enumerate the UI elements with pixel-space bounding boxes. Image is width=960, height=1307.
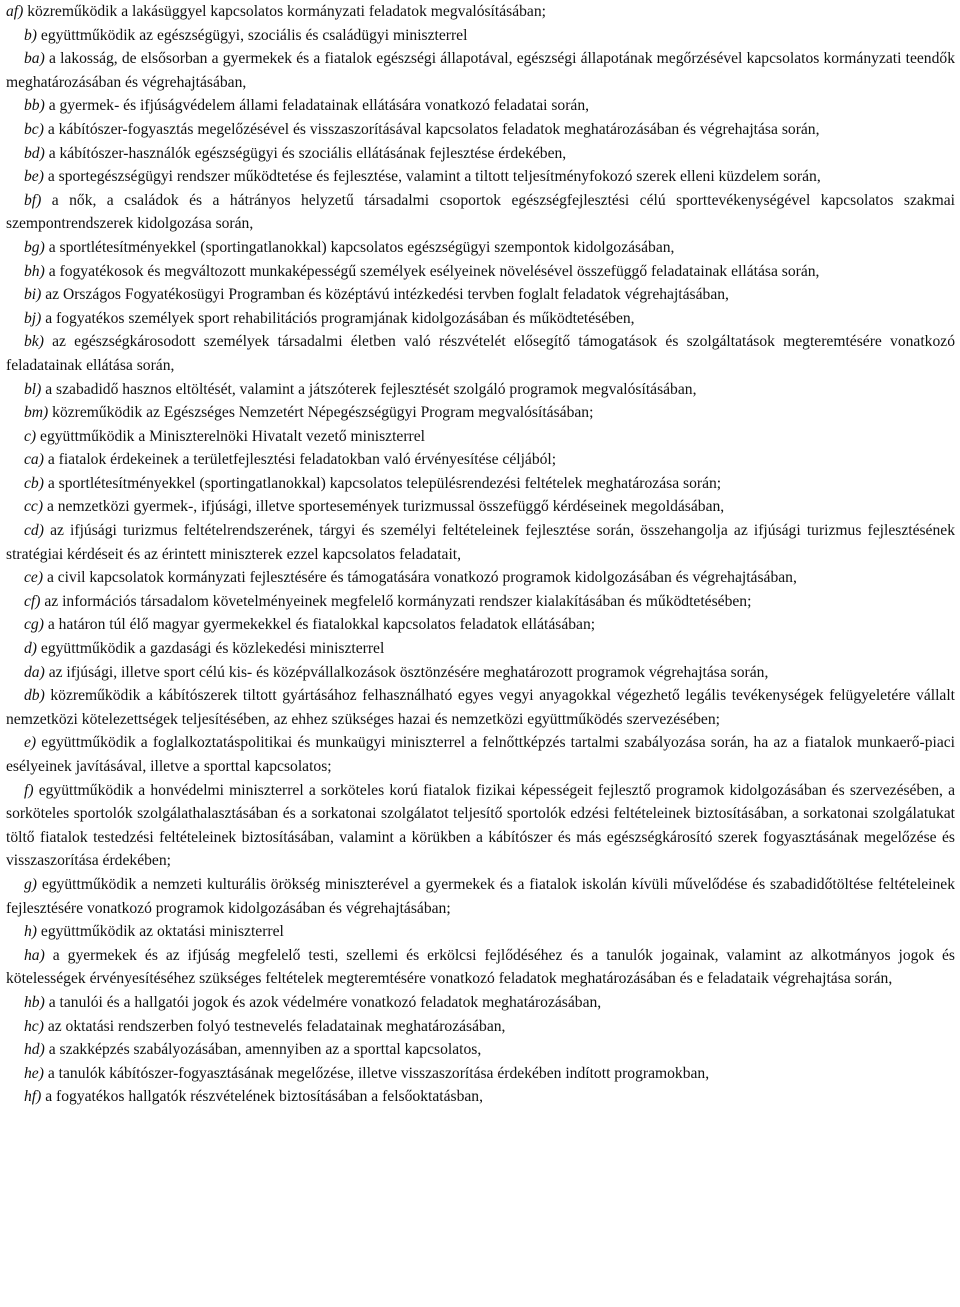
- item-text: a szabadidő hasznos eltöltését, valamint a játszóterek fejlesztését szolgáló programok megvalósításában,: [41, 380, 697, 398]
- item-marker: be): [24, 168, 44, 186]
- paragraph-bc: [6, 118, 955, 142]
- item-marker: ha): [24, 946, 45, 964]
- item-text: közreműködik az Egészséges Nemzetért Népegészségügyi Program megvalósításában;: [48, 404, 594, 422]
- paragraph-c: [6, 425, 955, 449]
- item-marker: ba): [24, 50, 45, 68]
- item-text: a nők, a családok és a hátrányos helyzetű társadalmi csoportok egészségfejlesztési célú sporttevékenységével kapcsolatos szakmai szempontrendszerek kidolgozása során,: [6, 191, 955, 233]
- paragraph-ce: [6, 566, 955, 590]
- item-text: közreműködik a kábítószerek tiltott gyártásához felhasználható egyes vegyi anyagokkal végezhető legális tevékenységek felügyeletére vállalt nemzetközi kötelezettségek teljesítésében, az ehhez szükséges hazai és nemzetközi együttműködés szervezésében;: [6, 687, 955, 728]
- item-marker: bk): [24, 333, 44, 351]
- item-text: a tanulók kábítószer-fogyasztásának megelőzése, illetve visszaszorítása érdekében indított programokban,: [43, 1064, 710, 1082]
- item-marker: hc): [24, 1017, 44, 1035]
- item-text: együttműködik a nemzeti kulturális örökség miniszterével a gyermekek és a fiatalok iskolán kívüli művelődése és szabadidőtöltése feltételeinek fejlesztésére vonatkozó programok kidolgozásában és végrehajtásában;: [6, 875, 955, 917]
- item-marker: c): [24, 427, 37, 445]
- paragraph-bh: [6, 260, 955, 284]
- item-marker: e): [24, 734, 37, 752]
- item-marker: db): [24, 687, 45, 705]
- item-marker: cc): [24, 498, 44, 516]
- item-text: együttműködik a Miniszterelnöki Hivatalt vezető miniszterrel: [36, 427, 425, 445]
- item-marker: ce): [24, 569, 44, 587]
- item-text: közreműködik a lakásüggyel kapcsolatos kormányzati feladatok megvalósításában;: [23, 3, 546, 20]
- item-text: a fogyatékos személyek sport rehabilitációs programjának kidolgozásában és működtetésében,: [41, 309, 635, 327]
- item-text: a határon túl élő magyar gyermekekkel és fiatalokkal kapcsolatos feladatok ellátásában;: [43, 616, 596, 634]
- item-marker: da): [24, 663, 45, 681]
- paragraph-af: [6, 0, 955, 24]
- paragraph-bk: [6, 330, 955, 377]
- paragraph-f: [6, 779, 955, 873]
- item-text: a fiatalok érdekeinek a területfejlesztési feladatokban való érvényesítése céljából;: [43, 451, 557, 469]
- item-marker: bj): [24, 309, 42, 327]
- paragraph-bl: [6, 378, 955, 402]
- paragraph-bd: [6, 142, 955, 166]
- item-text: együttműködik az egészségügyi, szociális és családügyi miniszterrel: [37, 26, 468, 44]
- item-marker: hb): [24, 993, 45, 1011]
- paragraph-cg: [6, 613, 955, 637]
- item-text: a nemzetközi gyermek-, ifjúsági, illetve sportesemények turizmussal összefüggő kérdéseinek megoldásában,: [43, 498, 725, 516]
- item-text: a lakosság, de elsősorban a gyermekek és a fiatalok egészségi állapotával, egészségi állapotának megőrzésével kapcsolatos kormányzati teendők meghatározásában és végrehajtásában,: [6, 50, 955, 91]
- item-text: a sportlétesítményekkel (sportingatlanokkal) kapcsolatos egészségügyi szempontok kidolgozásában,: [44, 238, 675, 256]
- item-marker: cb): [24, 474, 44, 492]
- item-text: az ifjúsági turizmus feltételrendszerének, tárgyi és személyi feltételeinek fejlesztése során, összehangolja az ifjúsági turizmus fejlesztésének stratégiai kérdéseit és az érintett miniszterek ezzel kapcsolatos feladatait,: [6, 522, 955, 563]
- item-text: az egészségkárosodott személyek társadalmi életben való részvételét elősegítő támogatások és szolgáltatások megteremtésére vonatkozó feladatainak ellátása során,: [6, 333, 955, 374]
- paragraph-ca: [6, 448, 955, 472]
- paragraph-hb: [6, 991, 955, 1015]
- item-text: a tanulói és a hallgatói jogok és azok védelmére vonatkozó feladatok meghatározásában,: [44, 993, 602, 1011]
- item-marker: bd): [24, 144, 45, 162]
- item-marker: he): [24, 1064, 44, 1082]
- item-marker: ca): [24, 451, 44, 469]
- paragraph-bb: [6, 94, 955, 118]
- item-marker: bi): [24, 286, 42, 304]
- paragraph-cf: [6, 590, 955, 614]
- paragraph-bf: [6, 189, 955, 236]
- item-text: a fogyatékosok és megváltozott munkaképességű személyek esélyeinek növelésével összefüggő feladatainak ellátása során,: [44, 262, 820, 280]
- item-marker: bf): [24, 191, 42, 209]
- item-marker: hd): [24, 1041, 45, 1059]
- item-marker: hf): [24, 1088, 42, 1106]
- paragraph-ha: [6, 944, 955, 991]
- item-text: a kábítószer-használók egészségügyi és szociális ellátásának fejlesztése érdekében,: [44, 144, 567, 162]
- item-text: együttműködik a foglalkoztatáspolitikai és munkaügyi miniszterrel a felnőttképzés tartalmi szabályozása során, ha az a fiatalok munkaerő-piaci esélyeinek javításával, illetve a sporttal kapcsolatos;: [6, 734, 955, 775]
- paragraph-cc: [6, 495, 955, 519]
- item-text: a civil kapcsolatok kormányzati fejlesztésére és támogatására vonatkozó programok kidolgozásában és végrehajtásában,: [43, 569, 797, 587]
- item-text: együttműködik az oktatási miniszterrel: [37, 923, 284, 941]
- item-marker: h): [24, 923, 37, 941]
- item-marker: b): [24, 26, 37, 44]
- item-text: a gyermek- és ifjúságvédelem állami feladatainak ellátására vonatkozó feladatai során,: [44, 97, 590, 115]
- paragraph-b: [6, 24, 955, 48]
- item-text: az ifjúsági, illetve sport célú kis- és középvállalkozások ösztönzésére meghatározott programok végrehajtása során,: [44, 663, 769, 681]
- item-marker: cg): [24, 616, 44, 634]
- item-text: a kábítószer-fogyasztás megelőzésével és visszaszorításával kapcsolatos feladatok meghatározásában és végrehajtása során,: [43, 120, 820, 138]
- item-marker: f): [24, 781, 34, 799]
- paragraph-he: [6, 1062, 955, 1086]
- item-marker: bl): [24, 380, 42, 398]
- paragraph-bm: [6, 401, 955, 425]
- paragraph-bg: [6, 236, 955, 260]
- paragraph-h: [6, 920, 955, 944]
- item-text: a sportegészségügyi rendszer működtetése és fejlesztése, valamint a tiltott teljesítményfokozó szerek elleni küzdelem során,: [43, 168, 821, 186]
- item-marker: bh): [24, 262, 45, 280]
- paragraph-cb: [6, 472, 955, 496]
- item-marker: bc): [24, 120, 44, 138]
- paragraph-bi: [6, 283, 955, 307]
- paragraph-ba: [6, 47, 955, 94]
- paragraph-bj: [6, 307, 955, 331]
- item-text: a fogyatékos hallgatók részvételének biztosításában a felsőoktatásban,: [41, 1088, 483, 1106]
- paragraph-d: [6, 637, 955, 661]
- item-text: együttműködik a gazdasági és közlekedési miniszterrel: [37, 640, 385, 658]
- item-text: az Országos Fogyatékosügyi Programban és középtávú intézkedési tervben foglalt feladatok végrehajtásában,: [41, 286, 729, 304]
- item-text: a sportlétesítményekkel (sportingatlanokkal) kapcsolatos településrendezési feltételek meghatározása során;: [43, 474, 722, 492]
- item-marker: bb): [24, 97, 45, 115]
- item-text: az oktatási rendszerben folyó testnevelés feladatainak meghatározásában,: [43, 1017, 506, 1035]
- item-marker: bm): [24, 404, 49, 422]
- item-text: az információs társadalom követelményeinek megfelelő kormányzati rendszer kialakításában és működtetésében;: [40, 592, 752, 610]
- paragraph-db: [6, 684, 955, 731]
- paragraph-hf: [6, 1085, 955, 1109]
- item-marker: d): [24, 640, 37, 658]
- paragraph-cd: [6, 519, 955, 566]
- item-marker: bg): [24, 238, 45, 256]
- item-text: együttműködik a honvédelmi miniszterrel a sorköteles korú fiatalok fizikai képességeit fejlesztő programok kidolgozásában és szervezésében, a sorköteles sportolók szolgálathalasztásában és a sorkatonai szolgálatot teljesítő sportolók edzési feltételeinek biztosításában, a sorkatonai szolgálatukat töltő fiatalok testedzési feltételeinek biztosításában, valamint a körükben a kábítószer és más egészségkárosító szerek fogyasztásának megelőzése és visszaszorítása érdekében;: [6, 781, 955, 870]
- paragraph-be: [6, 165, 955, 189]
- item-marker: cf): [24, 592, 41, 610]
- paragraph-hd: [6, 1038, 955, 1062]
- legal-text-body: [6, 0, 955, 1109]
- item-marker: g): [24, 875, 37, 893]
- item-text: a gyermekek és az ifjúság megfelelő testi, szellemi és erkölcsi fejlődéséhez és a tanulók jogainak, valamint az alkotmányos jogok és kötelességek érvényesítéséhez szükséges feltételek megteremtésére vonatkozó feladatok meghatározásában és e feladataik végrehajtása során,: [6, 946, 955, 988]
- item-marker: cd): [24, 522, 44, 540]
- paragraph-hc: [6, 1015, 955, 1039]
- paragraph-da: [6, 661, 955, 685]
- paragraph-e: [6, 731, 955, 778]
- paragraph-g: [6, 873, 955, 920]
- item-text: a szakképzés szabályozásában, amennyiben az a sporttal kapcsolatos,: [44, 1041, 482, 1059]
- item-marker: af): [6, 3, 24, 20]
